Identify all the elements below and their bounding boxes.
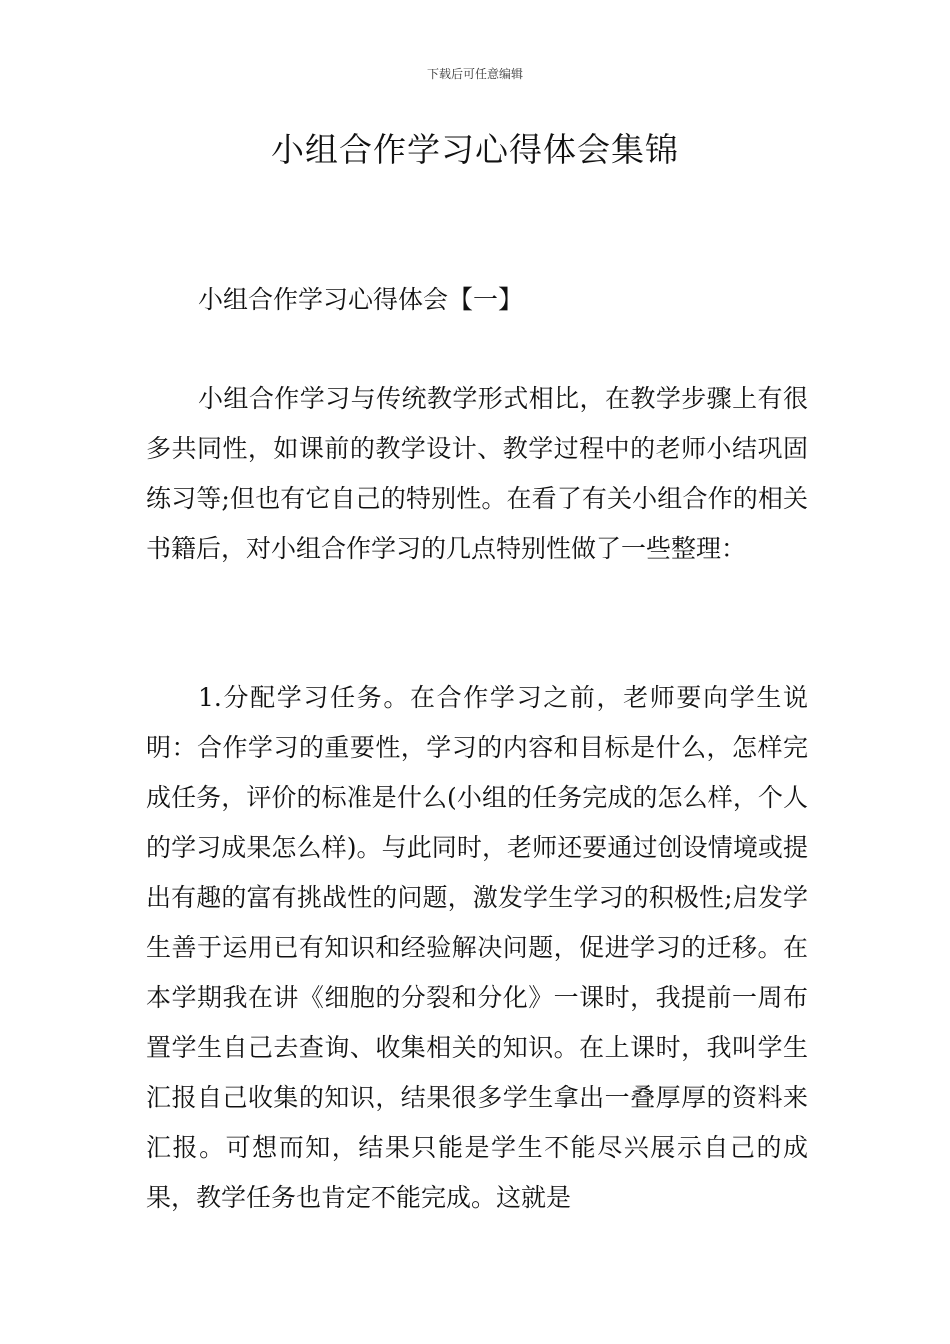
- body-paragraph-1: 小组合作学习与传统教学形式相比，在教学步骤上有很多共同性，如课前的教学设计、教学过程中的老师小结巩固练习等;但也有它自己的特别性。在看了有关小组合作的相关书籍后，对小组合作学习的几点特别性做了一些整理：: [146, 384, 808, 563]
- header-note: 下载后可任意编辑: [426, 67, 523, 81]
- body-paragraph-2: 1.分配学习任务。在合作学习之前，老师要向学生说明：合作学习的重要性，学习的内容和目标是什么，怎样完成任务，评价的标准是什么(小组的任务完成的怎么样，个人的学习成果怎么样)。与此同时，老师还要通过创设情境或提出有趣的富有挑战性的问题，激发学生学习的积极性;启发学生善于运用已有知识和经验解决问题，促进学习的迁移。在本学期我在讲《细胞的分裂和分化》一课时，我提前一周布置学生自己去查询、收集相关的知识。在上课时，我叫学生汇报自己收集的知识，结果很多学生拿出一叠厚厚的资料来汇报。可想而知，结果只能是学生不能尽兴展示自己的成果，教学任务也肯定不能完成。这就是: [146, 683, 808, 1212]
- section-heading: 小组合作学习心得体会【一】: [198, 285, 524, 314]
- document-title: 小组合作学习心得体会集锦: [271, 130, 679, 169]
